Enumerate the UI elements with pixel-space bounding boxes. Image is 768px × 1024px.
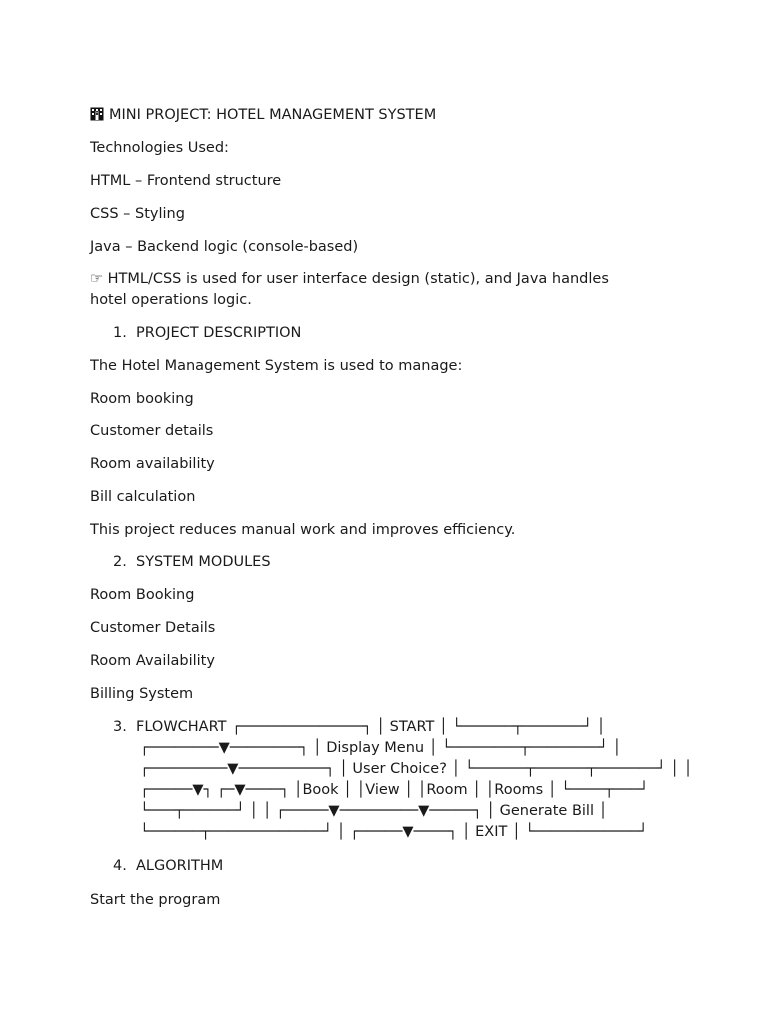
hotel-icon — [90, 107, 104, 121]
module-item: Room Booking — [90, 587, 195, 603]
section-3-number: 3. — [113, 719, 127, 735]
description-item: Room availability — [90, 456, 215, 472]
tech-heading: Technologies Used: — [90, 140, 229, 156]
document-title-text: MINI PROJECT: HOTEL MANAGEMENT SYSTEM — [109, 107, 437, 123]
flowchart-line-6: └──────┬─────────────┘ │ ┌─────▼────┐ │ EXIT │ └────────────┘ — [140, 824, 648, 840]
module-item: Customer Details — [90, 620, 216, 636]
tech-note-text: HTML/CSS is used for user interface design (static), and Java handles hotel operations logic. — [90, 271, 609, 308]
flowchart-line-5: └───┬──────┘ │ │ ┌─────▼─────────▼─────┐ │ Generate Bill │ — [140, 803, 608, 819]
description-outro: This project reduces manual work and improves efficiency. — [90, 522, 516, 538]
section-3-title: FLOWCHART — [136, 719, 227, 735]
description-item: Room booking — [90, 391, 194, 407]
section-4-number: 4. — [113, 858, 127, 874]
description-intro: The Hotel Management System is used to manage: — [90, 358, 463, 374]
module-item: Room Availability — [90, 653, 215, 669]
description-item: Bill calculation — [90, 489, 196, 505]
section-2-number: 2. — [113, 554, 127, 570]
module-item: Billing System — [90, 686, 194, 702]
section-4-title: ALGORITHM — [136, 858, 224, 874]
document-title — [90, 105, 436, 125]
section-1-title: PROJECT DESCRIPTION — [136, 325, 302, 341]
flowchart-line-1: ┌──────────────┐ │ START │ └──────┬───────┘ │ — [232, 719, 606, 735]
tech-item-css: CSS – Styling — [90, 206, 185, 222]
tech-item-java: Java – Backend logic (console-based) — [90, 239, 359, 255]
description-item: Customer details — [90, 423, 214, 439]
section-1-number: 1. — [113, 325, 127, 341]
tech-note — [90, 269, 650, 311]
flowchart-line-3: ┌─────────▼──────────┐ │ User Choice? │ └──────┬──────┬───────┘ │ │ — [140, 761, 693, 777]
algorithm-step: Start the program — [90, 892, 221, 908]
pointing-hand-icon: ☞ — [90, 271, 103, 287]
flowchart-line-4: ┌─────▼┐ ┌─▼────┐ │Book │ │View │ │Room │ │Rooms │ └────┬───┘ — [140, 782, 649, 798]
svg-text:H: H — [95, 111, 99, 117]
flowchart-line-2: ┌────────▼────────┐ │ Display Menu │ └────────┬────────┘ │ — [140, 740, 622, 756]
section-2-title: SYSTEM MODULES — [136, 554, 271, 570]
tech-item-html: HTML – Frontend structure — [90, 173, 282, 189]
